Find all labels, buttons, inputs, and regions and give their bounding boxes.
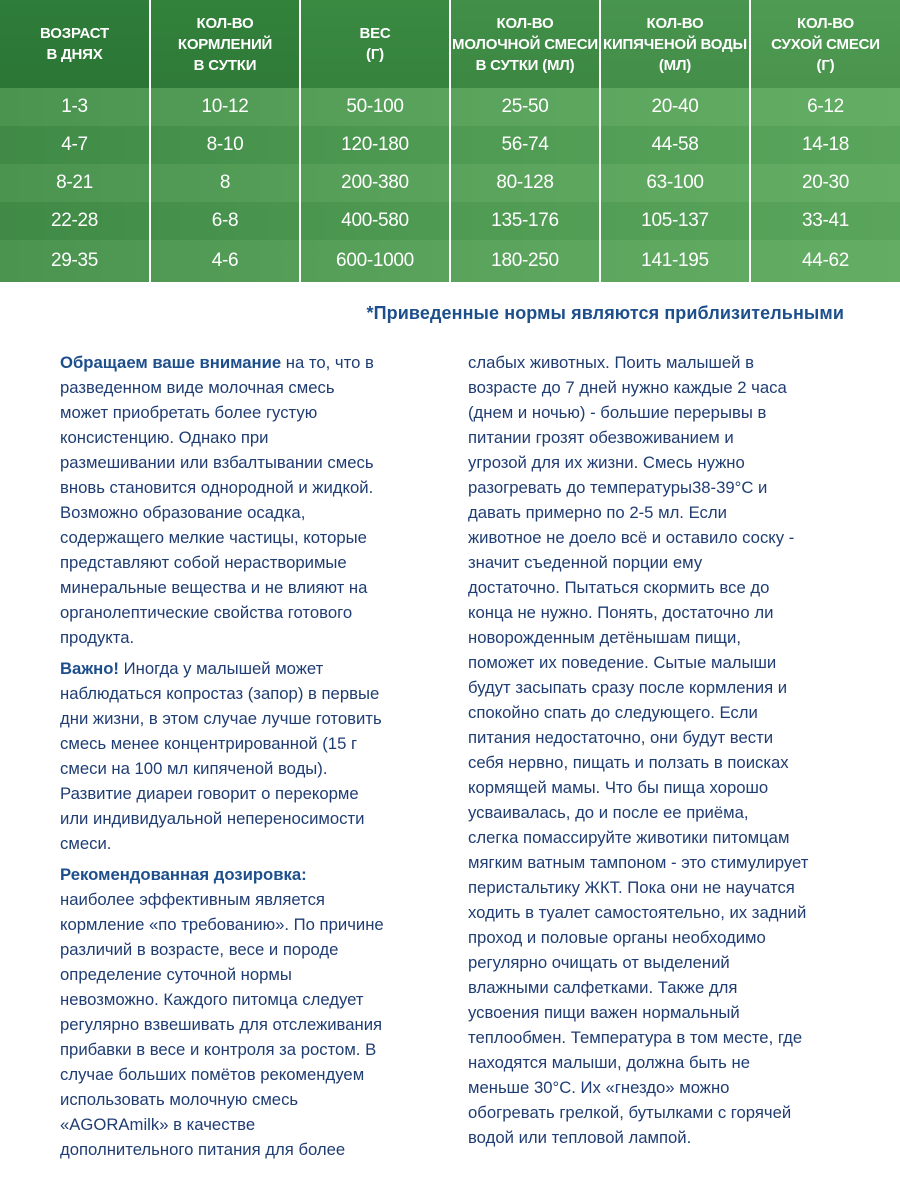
table-cell: 14-18 [801,134,850,155]
table-cell: 22-28 [0,202,150,240]
text-line: консистенцию. Однако при [60,428,269,447]
text-line: наиболее эффективным является [60,890,325,909]
text-line: кормление «по требованию». По причине [60,915,384,934]
table-cell: 1-3 [0,88,150,126]
header-milk: КОЛ-ВО МОЛОЧНОЙ СМЕСИ В СУТКИ (МЛ) [450,0,600,88]
text-line: смеси. [60,834,112,853]
text-line: Развитие диареи говорит о перекорме [60,784,359,803]
table-cell: 29-35 [0,240,150,282]
text-line: питании грозят обезвоживанием и [468,428,734,447]
text-line: давать примерно по 2-5 мл. Если [468,503,727,522]
table-cell: 20-30 [801,172,850,193]
table-cell: 200-380 [300,164,450,202]
text-line: невозможно. Каждого питомца следует [60,990,364,1009]
table-cell: 135-176 [450,202,600,240]
table-cell: 600-1000 [300,240,450,282]
text-line: находятся малыши, должна быть не [468,1053,750,1072]
table-row [0,88,900,126]
text-line: будут засыпать сразу после кормления и [468,678,788,697]
text-line: продукта. [60,628,135,647]
table-cell: 180-250 [450,240,600,282]
text-line: возрасте до 7 дней нужно каждые 2 часа [468,378,787,397]
text-line: дополнительного питания для более [60,1140,346,1159]
lead-attention: Обращаем ваше внимание [60,353,282,372]
table-cell: 80-128 [450,164,600,202]
table-cell: 4-6 [150,240,300,282]
header-weight: ВЕС (Г) [300,0,450,88]
feeding-table [0,0,900,282]
header-water: КОЛ-ВО КИПЯЧЕНОЙ ВОДЫ (МЛ) [600,0,750,88]
text-line: слегка помассируйте животики питомцам [468,828,790,847]
text-line: себя нервно, пищать и ползать в поисках [468,753,789,772]
text-line: представляют собой нерастворимые [60,553,347,572]
text-line: наблюдаться копростаз (запор) в первые [60,684,380,703]
table-cell: 8-10 [150,126,300,164]
text-line: вновь становится однородной и жидкой. [60,478,374,497]
table-cell: 25-50 [450,88,600,126]
text-line: может приобретать более густую [60,403,318,422]
table-row [0,126,900,164]
text-line: усваивалась, до и после ее приёма, [468,803,749,822]
text-line: на то, что в [281,353,374,372]
table-cell: 44-62 [801,250,850,271]
text-line: поможет их поведение. Сытые малыши [468,653,777,672]
text-line: различий в возрасте, весе и породе [60,940,339,959]
text-line: водой или тепловой лампой. [468,1128,692,1147]
paragraph-continued [468,350,846,1150]
text-line: содержащего мелкие частицы, которые [60,528,367,547]
right-text-column [468,350,846,1156]
text-line: разогревать до температуры38-39°С и [468,478,768,497]
text-line: органолептические свойства готового [60,603,353,622]
text-line: или индивидуальной непереносимости [60,809,365,828]
text-line: размешивании или взбалтывании смесь [60,453,374,472]
text-line: слабых животных. Поить малышей в [468,353,754,372]
header-dry-mix: КОЛ-ВО СУХОЙ СМЕСИ (Г) [750,0,900,88]
text-line: ходить в туалет самостоятельно, их задний [468,903,807,922]
paragraph-attention [60,350,432,650]
lead-dosage: Рекомендованная дозировка: [60,865,307,884]
text-line: перистальтику ЖКТ. Пока они не научатся [468,878,795,897]
text-line: разведенном виде молочная смесь [60,378,335,397]
text-line: угрозой для их жизни. Смесь нужно [468,453,745,472]
text-line: регулярно очищать от выделений [468,953,730,972]
text-line: обогревать грелкой, бутылками с горячей [468,1103,792,1122]
table-header-row [0,0,900,88]
lead-important: Важно! [60,659,119,678]
text-line: минеральные вещества и не влияют на [60,578,368,597]
text-line: влажными салфетками. Также для [468,978,738,997]
text-line: новорожденным детёнышам пищи, [468,628,741,647]
table-cell: 50-100 [300,88,450,126]
table-cell: 8-21 [0,164,150,202]
table-cell: 400-580 [300,202,450,240]
table-cell: 4-7 [0,126,150,164]
text-line: смесь менее концентрированной (15 г [60,734,358,753]
text-line: меньше 30°С. Их «гнездо» можно [468,1078,730,1097]
text-line [60,350,432,375]
text-line: дни жизни, в этом случае лучше готовить [60,709,382,728]
text-line: случае больших помётов рекомендуем [60,1065,365,1084]
table-cell: 56-74 [450,126,600,164]
text-line: (днем и ночью) - большие перерывы в [468,403,767,422]
text-line: значит съеденной порции ему [468,553,703,572]
table-cell: 6-12 [807,96,844,117]
table-cell: 141-195 [600,240,750,282]
paragraph-dosage [60,862,432,1162]
text-line: Возможно образование осадка, [60,503,306,522]
text-line: регулярно взвешивать для отслеживания [60,1015,383,1034]
text-line: «AGORAmilk» в качестве [60,1115,256,1134]
table-cell: 20-40 [600,88,750,126]
text-line [60,656,432,681]
paragraph-important [60,656,432,856]
header-age: ВОЗРАСТ В ДНЯХ [0,0,150,88]
left-text-column [60,350,432,1168]
text-line: использовать молочную смесь [60,1090,299,1109]
table-cell: 8 [150,164,300,202]
header-feedings: КОЛ-ВО КОРМЛЕНИЙ В СУТКИ [150,0,300,88]
text-line: мягким ватным тампоном - это стимулирует [468,853,809,872]
text-line: определение суточной нормы [60,965,292,984]
table-row [0,202,900,240]
approximation-note: *Приведенные нормы являются приблизительными [366,303,844,323]
text-line: Иногда у малышей может [119,659,324,678]
table-cell: 105-137 [600,202,750,240]
table-cell: 63-100 [600,164,750,202]
text-line: теплообмен. Температура в том месте, где [468,1028,803,1047]
text-line: спокойно спать до следующего. Если [468,703,758,722]
text-line: прибавки в весе и контроля за ростом. В [60,1040,377,1059]
text-line: животное не доело всё и оставило соску - [468,528,795,547]
table-cell: 6-8 [150,202,300,240]
text-line: проход и половые органы необходимо [468,928,766,947]
table-cell: 120-180 [300,126,450,164]
text-line: усвоения пищи важен нормальный [468,1003,740,1022]
text-line: смеси на 100 мл кипяченой воды). [60,759,328,778]
text-line: кормящей мамы. Что бы пища хорошо [468,778,769,797]
table-row [0,164,900,202]
text-line: питания недостаточно, они будут вести [468,728,774,747]
text-line: конца не нужно. Понять, достаточно ли [468,603,774,622]
text-line: достаточно. Пытаться скормить все до [468,578,770,597]
table-cell: 44-58 [600,126,750,164]
table-cell: 33-41 [801,210,850,231]
table-cell: 10-12 [150,88,300,126]
table-row [0,240,900,282]
